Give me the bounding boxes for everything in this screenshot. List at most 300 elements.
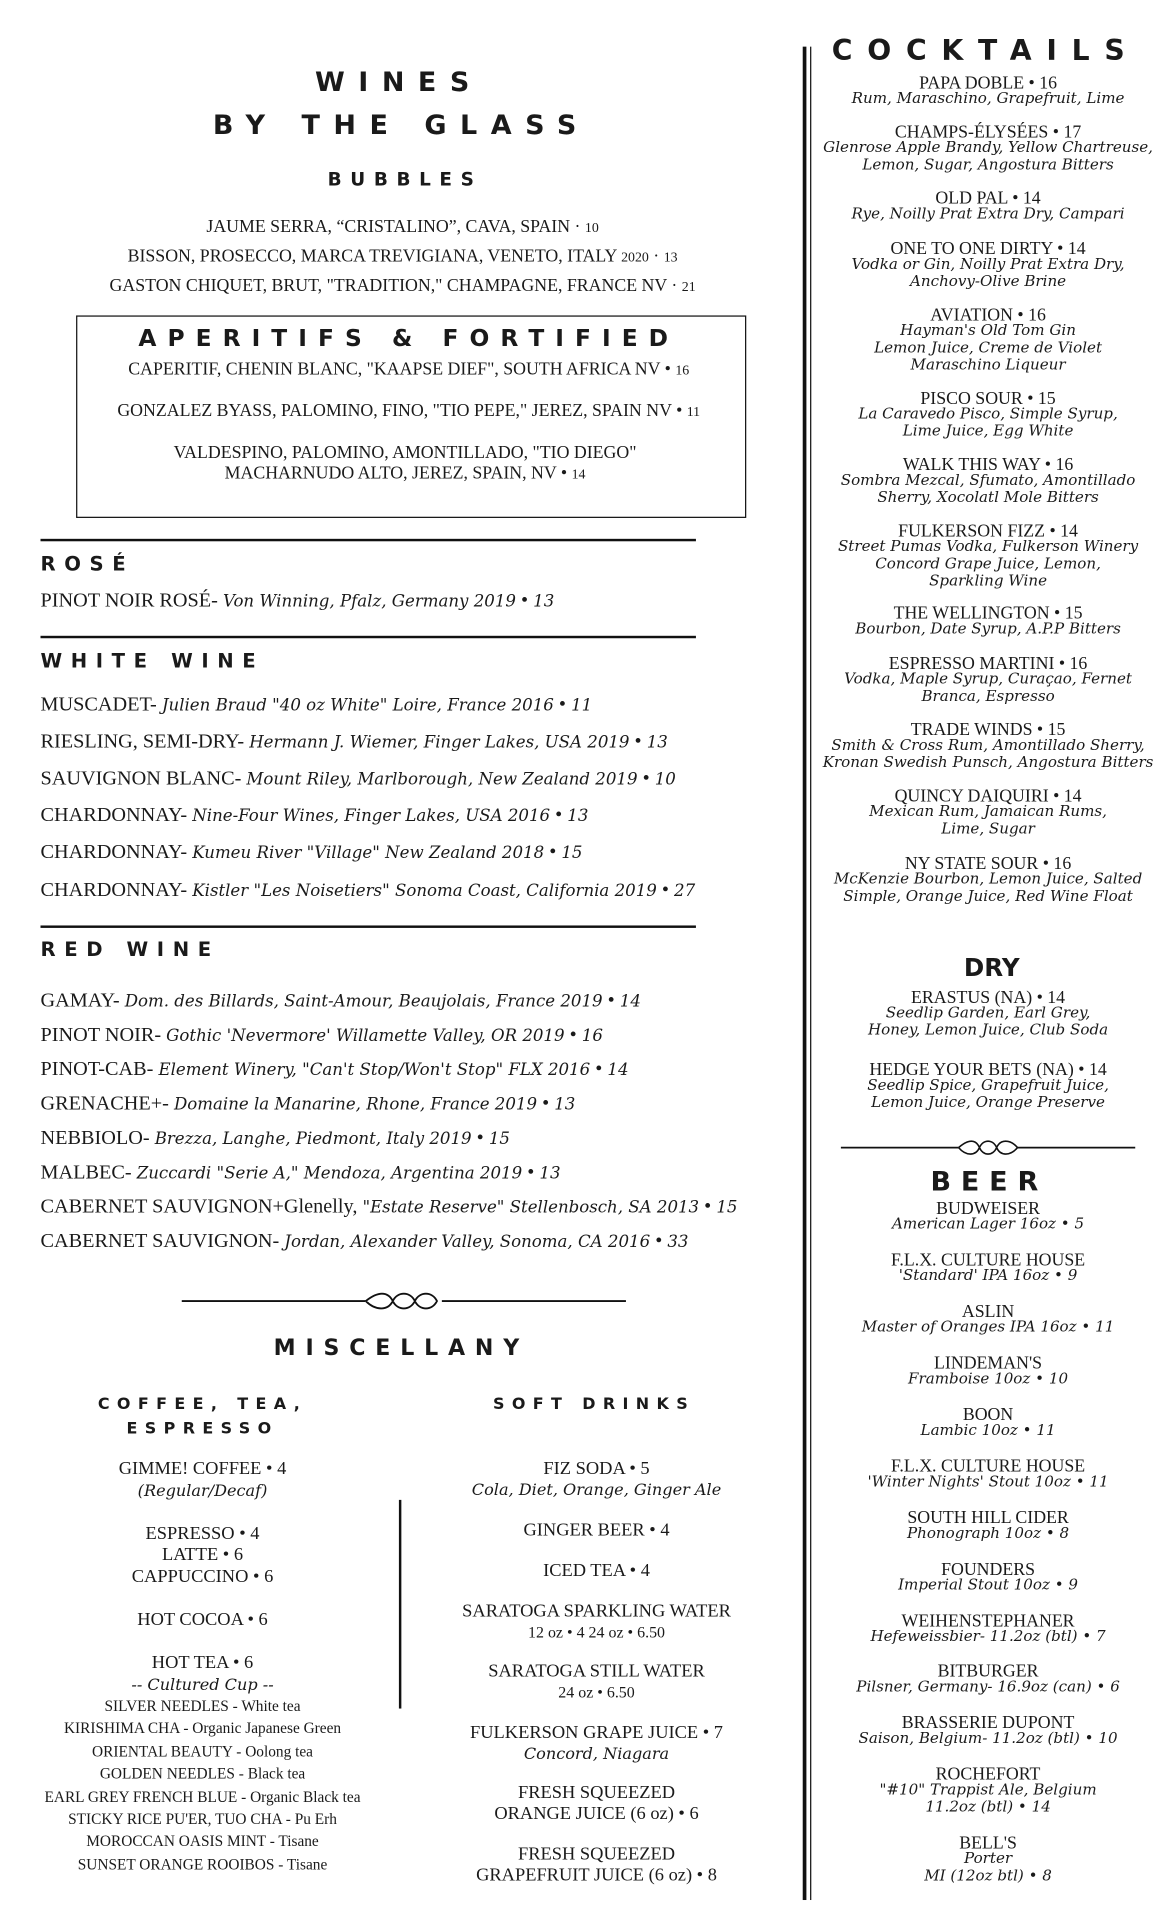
varietal: NEBBIOLO- — [40, 1125, 150, 1149]
item-name: BITBURGER — [937, 1661, 1039, 1682]
red-wine-item: CABERNET SAUVIGNON+Glenelly, "Estate Reserve" Stellenbosch, SA 2013 • 15 — [40, 1194, 738, 1218]
wine-detail: Brezza, Langhe, Piedmont, Italy 2019 — [154, 1129, 472, 1149]
price: 6 — [244, 1653, 254, 1673]
price: 16 — [1055, 455, 1074, 476]
item-name: WALK THIS WAY — [902, 455, 1041, 476]
drink-description — [871, 1092, 1105, 1112]
drink-item: ONE TO ONE DIRTY • 14 — [890, 239, 1086, 259]
soft-drink-item — [476, 1863, 717, 1888]
misc-column-divider — [399, 1500, 401, 1709]
ornament-divider-icon — [182, 1291, 626, 1311]
item-name: SARATOGA STILL WATER — [488, 1661, 705, 1682]
item-description: "#10" Trappist Ale, Belgium — [879, 1780, 1097, 1799]
item-note: (Regular/Decaf) — [137, 1482, 268, 1501]
item-description: 11.2oz (btl) • 14 — [925, 1798, 1051, 1816]
item-name: BUDWEISER — [936, 1199, 1040, 1219]
item-name: FULKERSON GRAPE JUICE • 7 — [470, 1723, 724, 1743]
soft-drink-note — [524, 1742, 669, 1768]
wine-name: JAUME SERRA, “CRISTALINO”, CAVA, SPAIN — [206, 217, 571, 237]
item-description: Rye, Noilly Prat Extra Dry, Campari — [851, 204, 1125, 223]
coffee-note — [138, 1478, 268, 1504]
section-heading: APERITIFS & FORTIFIED — [138, 325, 680, 353]
item-description: Porter — [964, 1849, 1013, 1867]
varietal: CABERNET SAUVIGNON- — [40, 1228, 280, 1252]
drink-description — [941, 819, 1035, 839]
item-description: Vodka or Gin, Noilly Prat Extra Dry, — [851, 255, 1125, 273]
red-wine-item: GAMAY- Dom. des Billards, Saint-Amour, Beaujolais, France 2019 • 14 — [40, 988, 641, 1012]
coffee-item: LATTE • 6 — [161, 1545, 244, 1565]
drink-item: PISCO SOUR • 15 — [920, 389, 1056, 409]
wine-detail: Gothic 'Nevermore' Willamette Valley, OR 2019 — [166, 1026, 565, 1046]
right-column-border-thin — [810, 47, 811, 1900]
price: 13 — [554, 1094, 576, 1115]
section-heading: ESPRESSO — [126, 1420, 279, 1439]
coffee-item: GIMME! COFFEE • 4 — [118, 1459, 287, 1480]
drink-description — [856, 1677, 1120, 1697]
drink-description — [903, 421, 1074, 441]
tea-item: MOROCCAN OASIS MINT - Tisane — [86, 1832, 319, 1851]
wines-subtitle — [212, 110, 590, 142]
varietal: CHARDONNAY- — [40, 877, 188, 901]
drink-description — [823, 752, 1154, 772]
wine-name: VALDESPINO, PALOMINO, AMONTILLADO, "TIO DIEGO" — [173, 443, 637, 463]
dry-heading — [963, 952, 1020, 982]
item-name: CHAMPS-ÉLYSÉES — [894, 122, 1049, 143]
tea-item: KIRISHIMA CHA - Organic Japanese Green — [63, 1720, 342, 1738]
item-name: OLD PAL — [935, 189, 1008, 209]
section-heading: SOFT DRINKS — [493, 1395, 696, 1414]
price: 13 — [567, 806, 589, 827]
price: 6 — [233, 1545, 244, 1565]
tea-name: MOROCCAN OASIS MINT — [86, 1832, 266, 1851]
section-heading: MISCELLANY — [273, 1335, 530, 1362]
item-name: ROCHEFORT — [935, 1765, 1041, 1785]
white-wine-item: CHARDONNAY- Kumeu River "Village" New Zealand 2018 • 15 — [40, 839, 583, 863]
item-description: 'Standard' IPA 16oz • 9 — [898, 1266, 1078, 1284]
coffee-heading — [127, 1418, 279, 1443]
white-wine-item: CHARDONNAY- Kistler "Les Noisetiers" Sonoma Coast, California 2019 • 27 — [40, 877, 696, 901]
price: 15 — [488, 1129, 510, 1149]
item-name: THE WELLINGTON — [893, 603, 1050, 624]
item-description: Maraschino Liqueur — [910, 355, 1066, 374]
item-name: SOUTH HILL CIDER — [907, 1508, 1069, 1529]
item-description: Kronan Swedish Punsch, Angostura Bitters — [822, 753, 1154, 771]
price: 14 — [1047, 988, 1066, 1008]
wines-title — [314, 67, 483, 99]
drink-description — [910, 355, 1065, 375]
item-name: ORANGE JUICE (6 oz) • 6 — [494, 1804, 699, 1824]
price: 15 — [561, 843, 583, 863]
wine-detail: Hermann J. Wiemer, Finger Lakes, USA 2019 — [249, 732, 630, 753]
price: 6 — [264, 1567, 274, 1588]
item-name: NY STATE SOUR — [904, 854, 1039, 874]
section-heading: WHITE WINE — [40, 649, 265, 673]
price: 27 — [674, 881, 696, 901]
soft-drink-item — [494, 1802, 698, 1827]
red-wine-item: NEBBIOLO- Brezza, Langhe, Piedmont, Italy 2019 • 15 — [40, 1125, 510, 1149]
item-name: 12 oz • 4 24 oz • 6.50 — [527, 1622, 666, 1642]
red-wine-item: PINOT NOIR- Gothic 'Nevermore' Willamette Valley, OR 2019 • 16 — [40, 1022, 603, 1046]
item-description: Hefeweissbier- 11.2oz (btl) • 7 — [870, 1627, 1106, 1645]
wine-detail: "Estate Reserve" Stellenbosch, SA 2013 — [362, 1197, 700, 1218]
tea-item: SUNSET ORANGE ROOIBOS - Tisane — [77, 1855, 328, 1873]
drink-description — [925, 1797, 1050, 1817]
soft-drink-item — [558, 1680, 635, 1705]
coffee-item: HOT TEA • 6 — [151, 1653, 254, 1673]
item-description: La Caravedo Pisco, Simple Syrup, — [858, 405, 1118, 423]
item-description: Simple, Orange Juice, Red Wine Float — [843, 887, 1133, 905]
price: 15 — [1037, 389, 1056, 409]
tea-name: ORIENTAL BEAUTY — [92, 1742, 233, 1760]
wine-name: GASTON CHIQUET, BRUT, "TRADITION," CHAMPAGNE, FRANCE NV — [109, 276, 667, 296]
item-name: F.L.X. CULTURE HOUSE — [890, 1456, 1086, 1477]
wine-name: MACHARNUDO ALTO, JEREZ, SPAIN, NV — [224, 463, 557, 484]
item-description: Street Pumas Vodka, Fulkerson Winery — [837, 537, 1139, 555]
coffee-item: ESPRESSO • 4 — [145, 1524, 260, 1545]
white-wine-item: MUSCADET- Julien Braud "40 oz White" Loire, France 2016 • 11 — [40, 692, 593, 716]
tea-item: ORIENTAL BEAUTY - Oolong tea — [92, 1742, 313, 1760]
item-name: GINGER BEER • 4 — [523, 1520, 670, 1541]
item-name: CAPPUCCINO — [131, 1567, 249, 1588]
item-description: Branca, Espresso — [921, 687, 1055, 705]
item-name: SARATOGA SPARKLING WATER — [462, 1601, 731, 1622]
price: 4 — [277, 1459, 287, 1480]
item-name: HEDGE YOUR BETS (NA) — [869, 1060, 1074, 1081]
tea-type: Tisane — [286, 1855, 328, 1873]
coffee-item: HOT COCOA • 6 — [137, 1610, 268, 1630]
item-description: Anchovy-Olive Brine — [910, 272, 1067, 290]
white-heading — [41, 649, 265, 674]
drink-description — [868, 1020, 1108, 1040]
item-description: Honey, Lemon Juice, Club Soda — [867, 1021, 1109, 1039]
item-description: Seedlip Garden, Earl Grey, — [885, 1004, 1091, 1022]
drink-item: THE WELLINGTON • 15 — [893, 603, 1083, 624]
tea-item: GOLDEN NEEDLES - Black tea — [99, 1765, 306, 1783]
tea-type: Pu Erh — [294, 1810, 337, 1828]
aperitifs-heading — [138, 326, 679, 351]
drink-item: PAPA DOBLE • 16 — [919, 73, 1058, 94]
wine-detail: Julien Braud "40 oz White" Loire, France 2016 — [161, 695, 554, 716]
price: 11 — [686, 405, 701, 420]
drink-description — [908, 1369, 1068, 1389]
tea-name: EARL GREY FRENCH BLUE — [44, 1787, 238, 1806]
wine-detail: Kumeu River "Village" New Zealand 2018 — [192, 843, 545, 863]
item-name: FOUNDERS — [941, 1560, 1036, 1580]
drink-description — [892, 1214, 1084, 1234]
price: 4 — [250, 1524, 260, 1545]
price: 15 — [1064, 603, 1083, 624]
item-name: ASLIN — [961, 1302, 1015, 1322]
wine-detail: Nine-Four Wines, Finger Lakes, USA 2016 — [192, 806, 551, 827]
item-description: Lemon Juice, Orange Preserve — [871, 1093, 1105, 1111]
price: 17 — [1063, 122, 1082, 143]
item-description: Concord Grape Juice, Lemon, — [875, 554, 1101, 572]
right-column-border-thick — [803, 47, 807, 1900]
drink-item: ERASTUS (NA) • 14 — [911, 988, 1066, 1008]
item-name: BOON — [962, 1405, 1014, 1426]
tea-item: EARL GREY FRENCH BLUE - Organic Black tea — [44, 1787, 361, 1806]
item-description: Lambic 10oz • 11 — [920, 1421, 1056, 1439]
wine-detail: Mount Riley, Marlborough, New Zealand 2019 — [246, 769, 638, 790]
item-name: QUINCY DAIQUIRI — [894, 786, 1049, 807]
drink-item: HEDGE YOUR BETS (NA) • 14 — [869, 1060, 1107, 1081]
item-description: Pilsner, Germany- 16.9oz (can) • 6 — [856, 1677, 1120, 1696]
price: 14 — [1060, 521, 1078, 542]
price: 14 — [1067, 239, 1086, 259]
tea-name: KIRISHIMA CHA — [63, 1720, 180, 1738]
item-description: Lemon Juice, Creme de Violet — [874, 338, 1103, 356]
drink-item: NY STATE SOUR • 16 — [904, 854, 1072, 874]
price: 15 — [716, 1197, 738, 1218]
item-description: Vodka, Maple Syrup, Curaçao, Fernet — [844, 670, 1132, 688]
price: 13 — [646, 732, 668, 753]
wine-detail: Von Winning, Pfalz, Germany 2019 — [222, 591, 516, 612]
tea-name: SUNSET ORANGE ROOIBOS — [77, 1855, 275, 1873]
drink-description — [870, 1626, 1105, 1646]
wine-detail: Jordan, Alexander Valley, Sonoma, CA 2016 — [284, 1232, 651, 1252]
item-description: Bourbon, Date Syrup, A.P.P Bitters — [855, 619, 1121, 638]
drink-description — [924, 1866, 1052, 1886]
price: 6 — [258, 1610, 268, 1630]
soft-drink-item — [543, 1559, 650, 1584]
item-note: Concord, Niagara — [523, 1745, 670, 1764]
bubbles-item: BISSON, PROSECCO, MARCA TREVIGIANA, VENETO, ITALY 2020 · 13 — [127, 246, 678, 267]
section-heading: BUBBLES — [327, 168, 483, 191]
section-heading: RED WINE — [40, 937, 220, 962]
item-description: Phonograph 10oz • 8 — [906, 1524, 1070, 1542]
red-wine-item: CABERNET SAUVIGNON- Jordan, Alexander Valley, Sonoma, CA 2016 • 33 — [40, 1228, 689, 1252]
item-name: HOT COCOA — [137, 1610, 243, 1630]
drink-item: ESPRESSO MARTINI • 16 — [888, 654, 1088, 674]
item-description: Saison, Belgium- 11.2oz (btl) • 10 — [858, 1729, 1118, 1747]
drink-description — [862, 155, 1113, 175]
wine-detail: Domaine la Manarine, Rhone, France 2019 — [174, 1094, 538, 1115]
item-description: American Lager 16oz • 5 — [891, 1215, 1085, 1233]
page-title: BY THE GLASS — [212, 110, 590, 142]
item-name: BRASSERIE DUPONT — [901, 1713, 1075, 1734]
beer-heading — [930, 1167, 1049, 1198]
section-heading: DRY — [963, 952, 1020, 982]
red-wine-item: GRENACHE+- Domaine la Manarine, Rhone, France 2019 • 13 — [40, 1091, 576, 1115]
price: 10 — [584, 220, 599, 236]
red-wine-item: PINOT-CAB- Element Winery, "Can't Stop/Won't Stop" FLX 2016 • 14 — [40, 1056, 629, 1081]
varietal: MALBEC- — [40, 1159, 132, 1184]
item-name: FRESH SQUEEZED — [518, 1844, 676, 1865]
section-heading: COCKTAILS — [831, 35, 1140, 68]
drink-description — [867, 1472, 1108, 1492]
divider-red — [41, 925, 696, 927]
item-name: F.L.X. CULTURE HOUSE — [890, 1250, 1086, 1271]
price: 16 — [1039, 73, 1058, 94]
item-description: Imperial Stout 10oz • 9 — [898, 1575, 1079, 1594]
price: 15 — [1047, 720, 1066, 741]
drink-item: QUINCY DAIQUIRI • 14 — [894, 786, 1082, 807]
drink-description — [862, 1317, 1115, 1337]
price: 33 — [667, 1232, 689, 1252]
item-description: Glenrose Apple Brandy, Yellow Chartreuse, — [823, 138, 1153, 156]
item-description: Rum, Maraschino, Grapefruit, Lime — [851, 89, 1125, 107]
aperitif-item: GONZALEZ BYASS, PALOMINO, FINO, "TIO PEPE," JEREZ, SPAIN NV • 11 — [117, 401, 701, 421]
page-title: WINES — [314, 67, 483, 99]
soft-drink-note — [472, 1478, 721, 1504]
soft-drink-item — [528, 1620, 665, 1645]
rose-heading — [41, 552, 135, 577]
tea-name: GOLDEN NEEDLES — [99, 1765, 235, 1783]
price: 13 — [539, 1163, 561, 1184]
coffee-item: CAPPUCCINO • 6 — [131, 1567, 274, 1588]
tea-name: STICKY RICE PU'ER, TUO CHA — [68, 1810, 282, 1828]
bubbles-heading — [328, 167, 483, 192]
item-description: Framboise 10oz • 10 — [908, 1369, 1069, 1387]
cocktails-heading — [831, 35, 1140, 68]
red-wine-item: MALBEC- Zuccardi "Serie A," Mendoza, Argentina 2019 • 13 — [40, 1159, 561, 1184]
varietal: MUSCADET- — [40, 692, 157, 716]
miscellany-heading — [274, 1337, 529, 1362]
drink-description — [907, 1523, 1069, 1543]
item-description: Lime, Sugar — [941, 819, 1035, 838]
varietal: PINOT NOIR- — [40, 1022, 162, 1046]
varietal: RIESLING, SEMI-DRY- — [40, 729, 245, 753]
price: 13 — [533, 591, 555, 612]
varietal: CHARDONNAY- — [40, 839, 188, 863]
item-note: -- Cultured Cup -- — [131, 1676, 274, 1695]
white-wine-item: RIESLING, SEMI-DRY- Hermann J. Wiemer, Finger Lakes, USA 2019 • 13 — [40, 729, 668, 753]
soft-drink-item — [523, 1518, 669, 1543]
price: 16 — [675, 363, 690, 379]
item-description: Mexican Rum, Jamaican Rums, — [869, 802, 1107, 820]
drink-description — [855, 619, 1121, 639]
item-note: Cola, Diet, Orange, Ginger Ale — [471, 1481, 722, 1500]
item-name: ESPRESSO — [145, 1524, 235, 1545]
tea-type: Black tea — [247, 1765, 306, 1783]
bubbles-item: GASTON CHIQUET, BRUT, "TRADITION," CHAMPAGNE, FRANCE NV · 21 — [109, 276, 696, 296]
rose-wine-item: PINOT NOIR ROSÉ- Von Winning, Pfalz, Germany 2019 • 13 — [40, 587, 555, 612]
white-wine-item: SAUVIGNON BLANC- Mount Riley, Marlborough, New Zealand 2019 • 10 — [40, 765, 676, 790]
section-heading: ROSÉ — [40, 552, 135, 576]
ornament-divider-icon — [841, 1138, 1136, 1158]
item-name: GRAPEFRUIT JUICE (6 oz) • 8 — [476, 1865, 717, 1886]
price: 13 — [663, 250, 678, 266]
drink-description — [852, 204, 1125, 224]
tea-type: White tea — [241, 1697, 301, 1715]
wine-name: GONZALEZ BYASS, PALOMINO, FINO, "TIO PEPE," JEREZ, SPAIN NV — [117, 401, 672, 421]
aperitif-item: CAPERITIF, CHENIN BLANC, "KAAPSE DIEF", SOUTH AFRICA NV • 16 — [128, 359, 690, 380]
wine-name: CAPERITIF, CHENIN BLANC, "KAAPSE DIEF", SOUTH AFRICA NV — [128, 359, 661, 380]
item-description: Lime Juice, Egg White — [902, 422, 1074, 440]
item-name: AVIATION — [930, 305, 1013, 326]
tea-type: Tisane — [278, 1832, 319, 1851]
price: 10 — [654, 769, 676, 790]
item-name: ICED TEA • 4 — [543, 1561, 650, 1581]
item-description: Smith & Cross Rum, Amontillado Sherry, — [831, 736, 1145, 754]
price: 16 — [581, 1026, 603, 1046]
drink-item: AVIATION • 16 — [930, 305, 1046, 326]
item-name: ERASTUS (NA) — [911, 988, 1033, 1008]
wine-name: BISSON, PROSECCO, MARCA TREVIGIANA, VENETO, ITALY — [127, 246, 617, 267]
tea-item: SILVER NEEDLES - White tea — [104, 1697, 301, 1715]
item-name: GIMME! COFFEE — [118, 1459, 262, 1480]
item-description: McKenzie Bourbon, Lemon Juice, Salted — [833, 870, 1143, 888]
item-description: Lemon, Sugar, Angostura Bitters — [862, 155, 1114, 174]
varietal: GAMAY- — [40, 988, 120, 1012]
drink-description — [929, 571, 1047, 591]
item-name: PAPA DOBLE — [919, 73, 1025, 94]
varietal: SAUVIGNON BLANC- — [40, 765, 242, 790]
varietal: CHARDONNAY- — [40, 802, 188, 827]
item-name: ONE TO ONE DIRTY — [890, 239, 1053, 259]
item-name: LATTE — [161, 1545, 219, 1565]
price: 14 — [1063, 786, 1082, 807]
price: 21 — [681, 279, 696, 295]
drink-item: FULKERSON FIZZ • 14 — [898, 521, 1078, 542]
price: 11 — [571, 695, 593, 716]
varietal: PINOT-CAB- — [40, 1056, 154, 1081]
item-name: BELL'S — [959, 1833, 1017, 1854]
tea-type: Organic Japanese Green — [192, 1720, 342, 1738]
drink-description — [877, 487, 1098, 507]
tea-name: SILVER NEEDLES — [104, 1697, 229, 1715]
item-name: WEIHENSTEPHANER — [901, 1611, 1075, 1632]
price: 14 — [619, 991, 641, 1012]
price: 16 — [1069, 654, 1088, 674]
drink-description — [910, 271, 1066, 291]
drink-description — [843, 886, 1133, 906]
wine-detail: Zuccardi "Serie A," Mendoza, Argentina 2019 — [136, 1163, 523, 1184]
tea-type: Oolong tea — [245, 1742, 313, 1760]
divider-white — [41, 636, 696, 638]
item-name: FIZ SODA • 5 — [543, 1459, 650, 1480]
wine-year: 2020 — [621, 250, 649, 266]
drink-description — [898, 1575, 1078, 1595]
drink-item: OLD PAL • 14 — [935, 189, 1041, 209]
price: 14 — [571, 467, 586, 483]
red-heading — [41, 938, 220, 963]
item-name: ESPRESSO MARTINI — [888, 654, 1055, 674]
item-description: 'Winter Nights' Stout 10oz • 11 — [867, 1472, 1109, 1491]
wine-detail: Dom. des Billards, Saint-Amour, Beaujolais, France 2019 — [124, 991, 603, 1012]
divider-rose — [41, 539, 696, 541]
drink-item: CHAMPS-ÉLYSÉES • 17 — [894, 122, 1082, 143]
item-name: FRESH SQUEEZED — [518, 1783, 676, 1804]
drink-description — [899, 1265, 1078, 1285]
item-description: Master of Oranges IPA 16oz • 11 — [861, 1318, 1115, 1336]
drink-description — [852, 88, 1125, 108]
item-name: FULKERSON FIZZ — [898, 521, 1046, 542]
section-heading: BEER — [930, 1167, 1049, 1198]
item-name: TRADE WINDS — [910, 720, 1033, 741]
item-name: PISCO SOUR — [920, 389, 1023, 409]
item-description: Seedlip Spice, Grapefruit Juice, — [867, 1076, 1109, 1094]
bubbles-item: JAUME SERRA, “CRISTALINO”, CAVA, SPAIN · 10 — [206, 217, 599, 237]
price: 14 — [1022, 189, 1041, 209]
varietal: GRENACHE+- — [40, 1091, 169, 1115]
tea-item: STICKY RICE PU'ER, TUO CHA - Pu Erh — [68, 1810, 337, 1828]
aperitif-item: MACHARNUDO ALTO, JEREZ, SPAIN, NV • 14 — [224, 463, 586, 484]
item-name: LINDEMAN'S — [934, 1353, 1043, 1374]
tea-type: Organic Black tea — [250, 1787, 361, 1806]
item-description: Sherry, Xocolatl Mole Bitters — [877, 488, 1099, 506]
soft-drinks-heading — [493, 1393, 695, 1418]
drink-description — [921, 686, 1054, 706]
drink-item: TRADE WINDS • 15 — [910, 720, 1066, 741]
varietal: CABERNET SAUVIGNON+Glenelly, — [40, 1194, 358, 1218]
drink-description — [921, 1420, 1056, 1440]
drink-item: WALK THIS WAY • 16 — [902, 455, 1074, 476]
item-description: MI (12oz btl) • 8 — [924, 1866, 1052, 1885]
item-description: Hayman's Old Tom Gin — [900, 321, 1076, 339]
price: 16 — [1028, 305, 1046, 326]
item-name: HOT TEA — [151, 1653, 229, 1673]
